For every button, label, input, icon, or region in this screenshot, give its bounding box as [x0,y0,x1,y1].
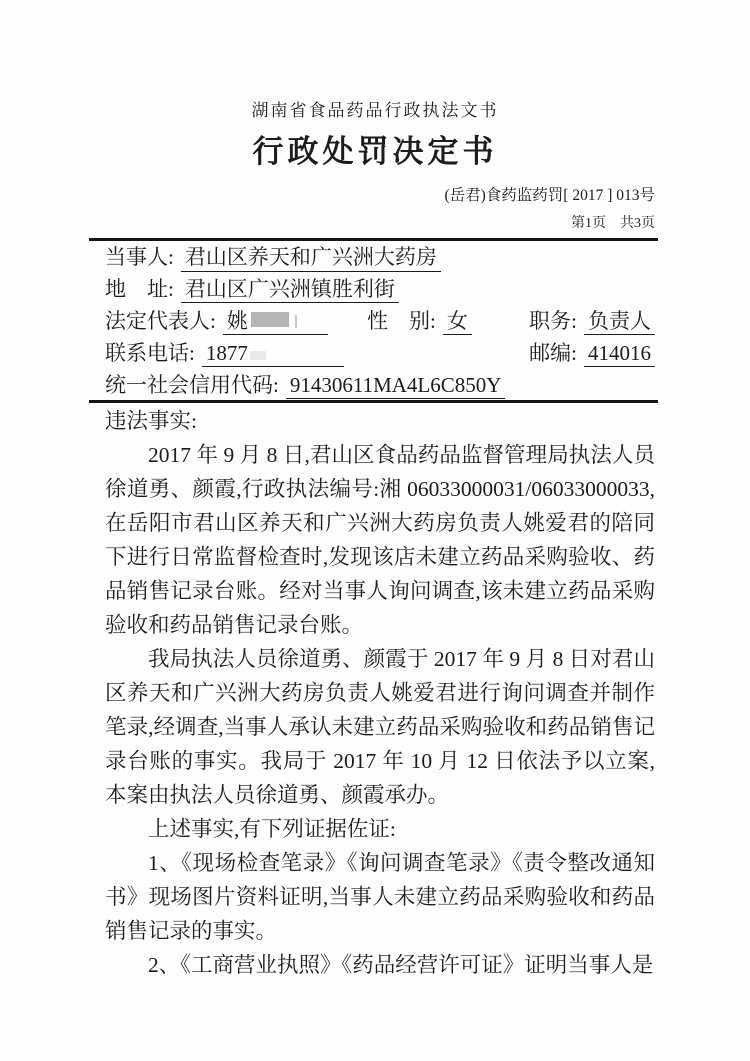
legal-rep-visible-text: 姚 [226,309,248,334]
phone-visible-text: 1877 [205,340,248,365]
legal-rep-value [223,310,328,335]
credit-code-field [105,369,505,399]
party-name-field [105,241,441,271]
page-indicator: 第1页 共3页 [571,215,655,231]
party-row-credit-code [89,368,658,400]
gender-label: 性 别: [367,309,436,334]
party-name-value: 君山区养天和广兴洲大药房 [181,246,441,271]
party-address-field [105,273,399,303]
party-address-label: 地 址: [105,277,174,302]
name-redaction-ghost [295,315,297,328]
body-paragraph: 2、《工商营业执照》《药品经营许可证》证明当事人是 [148,952,654,977]
gender-field [367,305,472,335]
gender-value: 女 [443,310,472,335]
body-paragraph: 2017 年 9 月 8 日,君山区食品药品监督管理局执法人员徐道勇、颜霞,行政执法编号:湘 06033000031/06033000033,在岳阳市君山区养天和广兴洲大药房负责人姚爱君的陪同下进行日常监督检查时,发现该店未建立药品采购验收、药品销售记录台账。经对当事人询问调查,该未建立药品采购验收和药品销售记录台账。 [105,442,655,637]
party-name-label: 当事人: [105,245,174,270]
postcode-field [529,337,655,367]
credit-code-label: 统一社会信用代码: [105,372,279,397]
party-row-address [89,272,658,304]
document-title: 行政处罚决定书 [252,134,498,169]
party-bottom-divider-rule [89,400,658,403]
credit-code-value: 91430611MA4L6C850Y [286,374,506,399]
phone-redaction-ghost [250,351,266,360]
party-address-value: 君山区广兴洲镇胜利街 [181,278,399,303]
party-row-name [89,241,658,273]
position-field [529,305,655,335]
body-paragraph: 1、《现场检查笔录》《询问调查笔录》《责令整改通知书》现场图片资料证明,当事人未建立药品采购验收和药品销售记录的事实。 [105,850,655,943]
document-letterhead: 湖南省食品药品行政执法文书 [251,101,499,120]
postcode-label: 邮编: [529,340,577,365]
party-row-legal-rep [89,304,658,336]
violation-facts-heading: 违法事实: [105,408,197,433]
legal-rep-label: 法定代表人: [105,309,216,334]
postcode-value: 414016 [584,342,655,367]
legal-rep-field [105,305,328,335]
position-label: 职务: [529,309,577,334]
phone-field [105,337,344,367]
violation-facts-section [89,404,658,982]
party-info-section [89,241,658,400]
position-value: 负责人 [584,310,655,335]
phone-label: 联系电话: [105,340,195,365]
document-number: (岳君)食药监药罚[ 2017 ] 013号 [444,186,655,204]
body-paragraph: 上述事实,有下列证据佐证: [148,816,396,841]
name-redaction-box [251,312,289,327]
party-row-phone [89,336,658,368]
body-paragraph: 我局执法人员徐道勇、颜霞于 2017 年 9 月 8 日对君山区养天和广兴洲大药房负责人姚爱君进行询问调查并制作笔录,经调查,当事人承认未建立药品采购验收和药品销售记录台账的事实。我局于 2017 年 10 月 12 日依法予以立案,本案由执法人员徐道勇、颜霞承办。 [105,646,655,807]
phone-value [202,342,344,367]
